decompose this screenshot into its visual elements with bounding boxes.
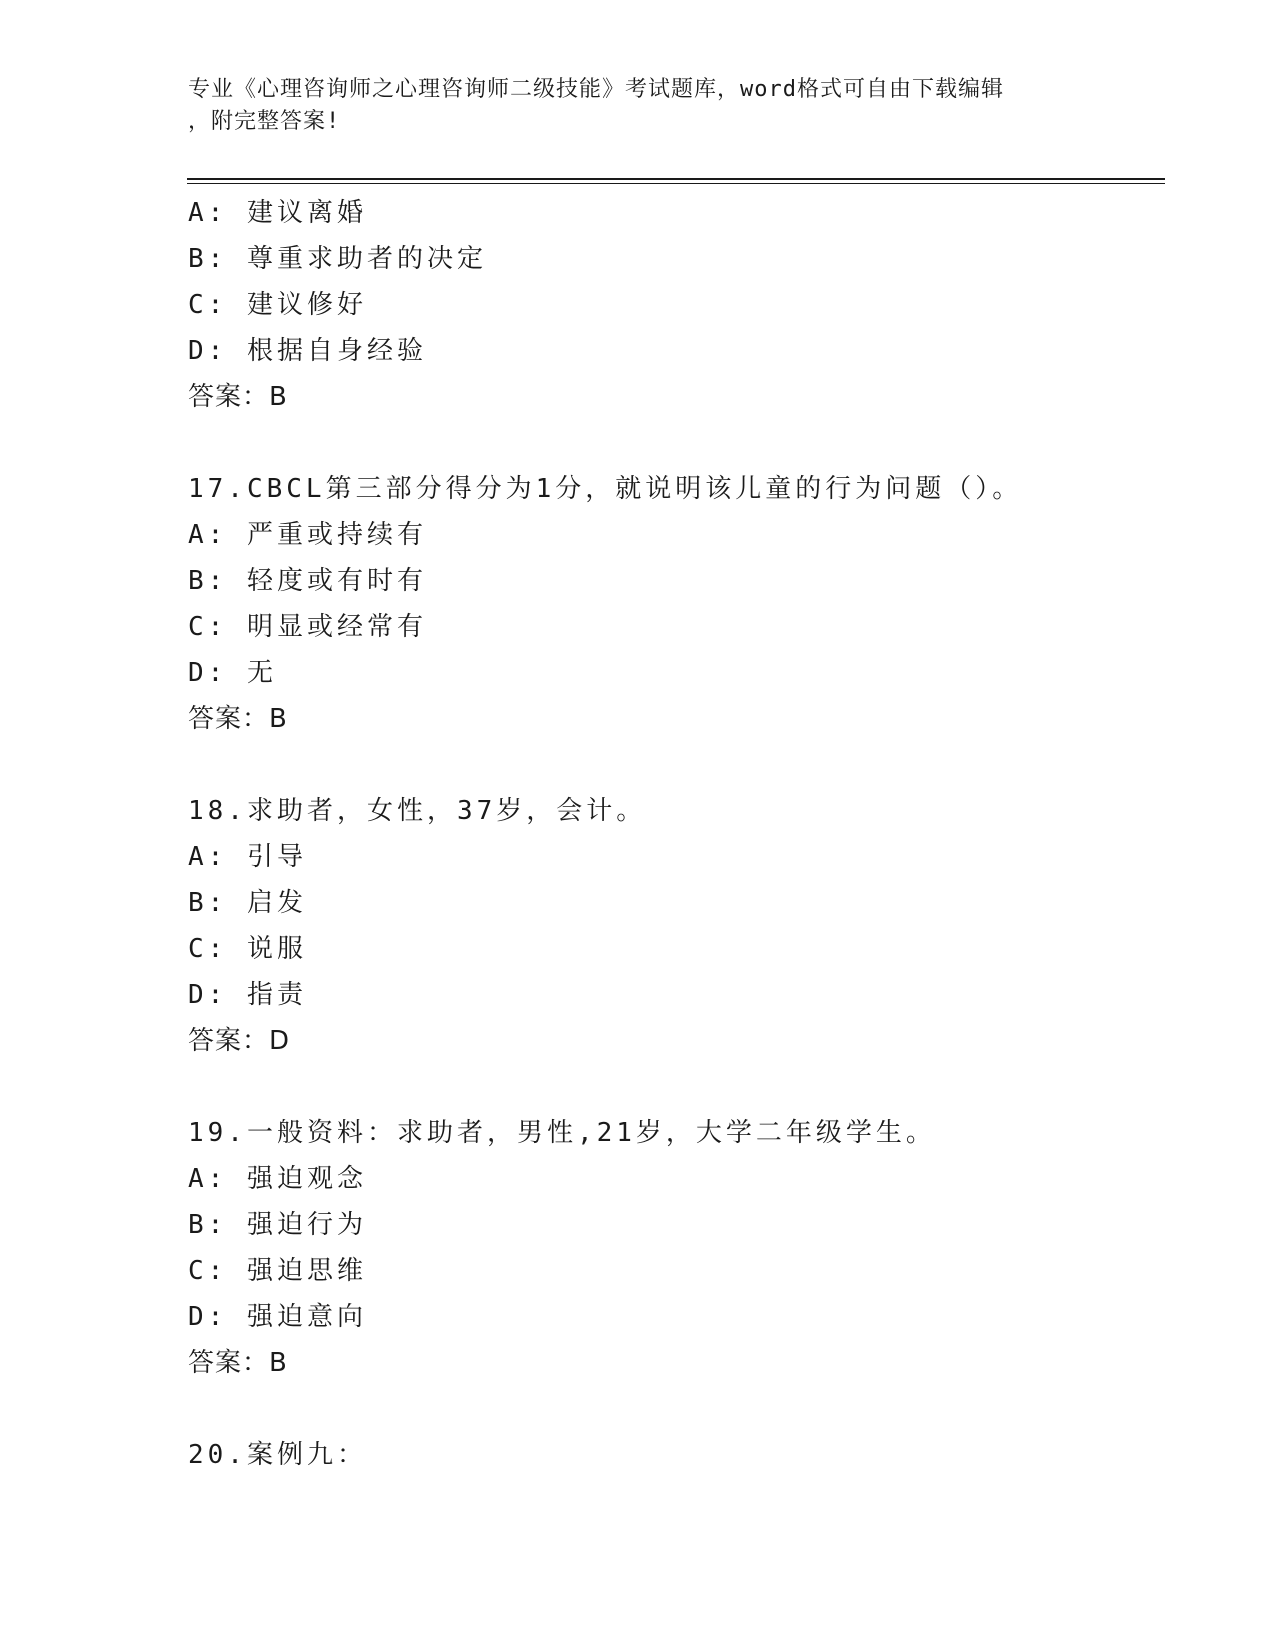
q19-question: 19.一般资料：求助者，男性,21岁，大学二年级学生。 <box>188 1118 936 1148</box>
q17-question: 17.CBCL第三部分得分为1分，就说明该儿童的行为问题（）。 <box>188 474 1023 504</box>
header-line-2: ，附完整答案! <box>188 109 341 134</box>
q17-option-a: A: 严重或持续有 <box>188 520 427 550</box>
q16-option-d: D: 根据自身经验 <box>188 336 427 366</box>
q18-option-b: B: 启发 <box>188 888 307 918</box>
q18-question: 18.求助者，女性，37岁，会计。 <box>188 796 647 826</box>
q16-option-b: B: 尊重求助者的决定 <box>188 244 487 274</box>
q16-option-a: A: 建议离婚 <box>188 198 367 228</box>
question-list <box>188 190 1148 1478</box>
q19-option-d: D: 强迫意向 <box>188 1302 367 1332</box>
spacer <box>188 420 1148 466</box>
q20-question: 20.案例九： <box>188 1440 367 1470</box>
q18-answer: 答案：D <box>188 1026 291 1056</box>
question-18 <box>188 788 1148 1064</box>
question-20 <box>188 1432 1148 1478</box>
q17-option-d: D: 无 <box>188 658 277 688</box>
document-header <box>188 74 1088 138</box>
header-divider-top <box>187 178 1165 180</box>
spacer <box>188 1386 1148 1432</box>
q19-answer: 答案：B <box>188 1348 288 1378</box>
question-16 <box>188 190 1148 420</box>
spacer <box>188 742 1148 788</box>
spacer <box>188 1064 1148 1110</box>
q17-option-b: B: 轻度或有时有 <box>188 566 427 596</box>
q16-answer: 答案：B <box>188 382 288 412</box>
header-line-1: 专业《心理咨询师之心理咨询师二级技能》考试题库，word格式可自由下载编辑 <box>188 77 1004 102</box>
q16-option-c: C: 建议修好 <box>188 290 367 320</box>
question-17 <box>188 466 1148 742</box>
header-divider-bottom <box>187 183 1165 184</box>
q19-option-c: C: 强迫思维 <box>188 1256 367 1286</box>
question-19 <box>188 1110 1148 1386</box>
q19-option-b: B: 强迫行为 <box>188 1210 367 1240</box>
q18-option-a: A: 引导 <box>188 842 307 872</box>
q19-option-a: A: 强迫观念 <box>188 1164 367 1194</box>
q17-option-c: C: 明显或经常有 <box>188 612 427 642</box>
q18-option-c: C: 说服 <box>188 934 307 964</box>
q17-answer: 答案：B <box>188 704 288 734</box>
q18-option-d: D: 指责 <box>188 980 307 1010</box>
